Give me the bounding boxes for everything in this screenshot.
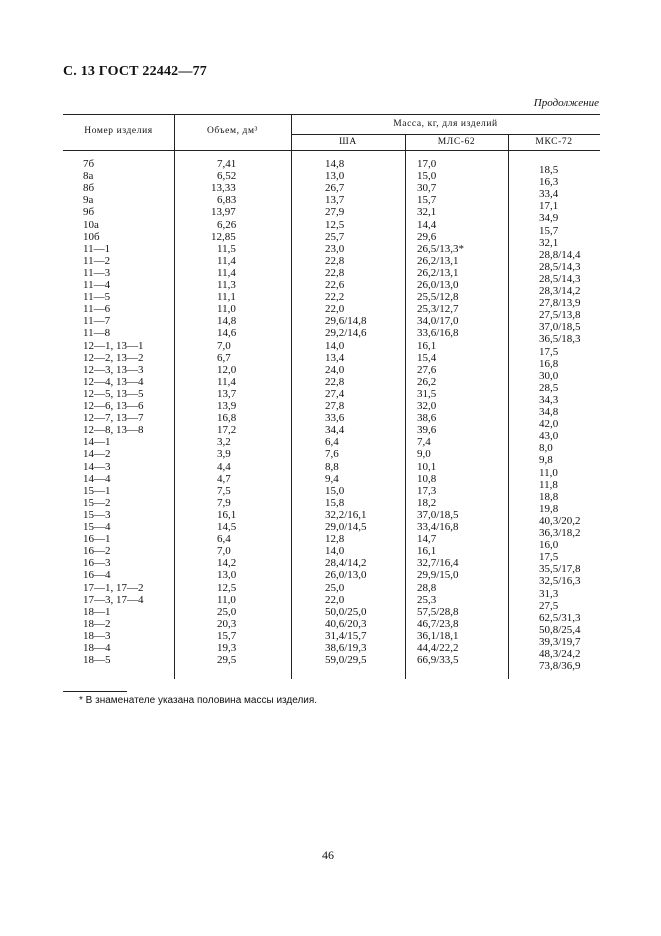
sha-mass-cell: 27,9 (325, 206, 345, 219)
sha-mass-cell: 12,5 (325, 218, 345, 231)
item-cell: 12—1, 13—1 (83, 339, 144, 352)
volume-cell: 4,4 (217, 460, 231, 473)
table-row (63, 327, 600, 339)
mks-mass-cell: 28,5/14,3 (539, 272, 581, 285)
table-row (63, 509, 600, 521)
sha-mass-cell: 25,0 (325, 581, 345, 594)
mls-mass-cell: 33,6/16,8 (417, 327, 459, 340)
sha-mass-cell: 13,4 (325, 351, 345, 364)
volume-cell: 4,7 (217, 472, 231, 485)
item-cell: 8а (83, 170, 94, 183)
volume-cell: 17,2 (217, 424, 237, 437)
item-cell: 11—4 (83, 279, 111, 291)
mks-mass-cell: 18,5 (539, 164, 559, 176)
table-row (63, 158, 600, 170)
mks-mass-cell: 9,8 (539, 454, 553, 467)
volume-cell: 13,9 (217, 400, 237, 412)
sha-mass-cell: 22,0 (325, 593, 345, 606)
mls-mass-cell: 39,6 (417, 424, 437, 437)
mls-mass-cell: 16,1 (417, 545, 437, 558)
item-cell: 18—4 (83, 642, 111, 654)
sha-mass-cell: 34,4 (325, 424, 345, 437)
mks-mass-cell: 15,7 (539, 224, 559, 237)
sha-mass-cell: 14,0 (325, 339, 345, 352)
volume-cell: 11,1 (217, 291, 236, 304)
mks-mass-cell: 34,8 (539, 406, 559, 418)
sha-mass-cell: 22,8 (325, 254, 345, 267)
volume-cell: 7,9 (217, 496, 231, 509)
item-cell: 11—5 (83, 291, 111, 304)
table-row (63, 412, 600, 424)
mls-mass-cell: 10,1 (417, 460, 437, 473)
mls-mass-cell: 34,0/17,0 (417, 315, 459, 328)
mls-mass-cell: 26,5/13,3* (417, 242, 465, 255)
sha-mass-cell: 29,2/14,6 (325, 327, 367, 340)
mls-mass-cell: 16,1 (417, 339, 437, 352)
item-cell: 18—5 (83, 654, 111, 667)
volume-cell: 3,9 (217, 448, 231, 461)
volume-cell: 11,0 (217, 593, 236, 606)
header-sub-rule (291, 134, 600, 135)
mks-mass-cell: 17,5 (539, 551, 559, 564)
mls-mass-cell: 32,0 (417, 400, 437, 412)
volume-cell: 11,3 (217, 279, 236, 291)
mls-mass-cell: 31,5 (417, 387, 437, 400)
mks-mass-cell: 19,8 (539, 502, 559, 515)
table-row (63, 473, 600, 485)
item-cell: 8б (83, 182, 95, 195)
mls-mass-cell: 25,5/12,8 (417, 291, 459, 304)
volume-cell: 11,4 (217, 254, 236, 267)
table-row (63, 642, 600, 654)
mks-mass-cell: 34,9 (539, 212, 559, 225)
volume-cell: 16,8 (217, 412, 237, 425)
mls-mass-cell: 57,5/28,8 (417, 605, 459, 618)
volume-cell: 14,5 (217, 521, 237, 533)
mks-mass-cell: 8,0 (539, 442, 553, 455)
volume-cell: 7,0 (217, 545, 231, 558)
table-row (63, 497, 600, 509)
sha-mass-cell: 33,6 (325, 412, 345, 425)
mls-mass-cell: 18,2 (417, 496, 437, 509)
mks-mass-cell: 28,5 (539, 381, 559, 394)
mls-mass-cell: 66,9/33,5 (417, 654, 459, 667)
item-cell: 9б (83, 206, 95, 219)
item-cell: 12—6, 13—6 (83, 400, 144, 412)
mks-mass-cell: 36,5/18,3 (539, 333, 581, 346)
sha-mass-cell: 12,8 (325, 533, 345, 546)
item-cell: 11—3 (83, 266, 111, 279)
item-cell: 10б (83, 230, 100, 243)
volume-cell: 29,5 (217, 654, 237, 667)
table-row (63, 315, 600, 327)
item-cell: 9а (83, 194, 94, 207)
item-cell: 12—2, 13—2 (83, 351, 144, 364)
sha-mass-cell: 24,0 (325, 363, 345, 376)
volume-cell: 11,0 (217, 303, 236, 316)
header-volume: Объем, дм³ (206, 126, 259, 136)
mls-mass-cell: 37,0/18,5 (417, 508, 459, 521)
mls-mass-cell: 25,3/12,7 (417, 303, 459, 316)
table-row (63, 594, 600, 606)
mls-mass-cell: 46,7/23,8 (417, 617, 459, 630)
volume-cell: 12,5 (217, 581, 237, 594)
volume-cell: 19,3 (217, 642, 237, 654)
mls-mass-cell: 32,1 (417, 206, 437, 219)
footnote: * В знаменателе указана половина массы изделия. (79, 695, 318, 706)
item-cell: 10а (83, 218, 99, 231)
table-row (63, 291, 600, 303)
mls-mass-cell: 32,7/16,4 (417, 557, 459, 570)
mls-mass-cell: 9,0 (417, 448, 431, 461)
sha-mass-cell: 9,4 (325, 472, 339, 485)
volume-cell: 13,33 (211, 182, 236, 195)
table-row (63, 388, 600, 400)
volume-cell: 15,7 (217, 629, 237, 642)
table-row (63, 436, 600, 448)
mks-mass-cell: 31,3 (539, 587, 559, 600)
sha-mass-cell: 22,2 (325, 291, 345, 304)
mls-mass-cell: 27,6 (417, 363, 437, 376)
header-mks: МКС-72 (535, 137, 573, 147)
mks-mass-cell: 35,5/17,8 (539, 563, 581, 576)
table-row (63, 279, 600, 291)
mks-mass-cell: 17,1 (539, 200, 559, 213)
table-row (63, 606, 600, 618)
sha-mass-cell: 25,7 (325, 230, 345, 243)
table-row (63, 267, 600, 279)
sha-mass-cell: 40,6/20,3 (325, 617, 367, 630)
sha-mass-cell: 14,8 (325, 158, 345, 170)
volume-cell: 13,7 (217, 387, 237, 400)
mks-mass-cell: 36,3/18,2 (539, 527, 581, 539)
mls-mass-cell: 15,4 (417, 351, 437, 364)
table-row (63, 364, 600, 376)
sha-mass-cell: 26,0/13,0 (325, 569, 367, 582)
sha-mass-cell: 50,0/25,0 (325, 605, 367, 618)
sha-mass-cell: 29,6/14,8 (325, 315, 367, 328)
mks-mass-cell: 32,1 (539, 236, 559, 249)
mks-mass-cell: 34,3 (539, 393, 559, 406)
volume-cell: 14,6 (217, 327, 237, 340)
volume-cell: 7,5 (217, 484, 231, 497)
table-row (63, 545, 600, 557)
volume-cell: 20,3 (217, 617, 237, 630)
table-row (63, 461, 600, 473)
mass-table (63, 114, 600, 679)
sha-mass-cell: 8,8 (325, 460, 339, 473)
mls-mass-cell: 7,4 (417, 436, 431, 449)
sha-mass-cell: 22,0 (325, 303, 345, 316)
mks-mass-cell: 17,5 (539, 345, 559, 358)
table-row (63, 533, 600, 545)
mls-mass-cell: 36,1/18,1 (417, 629, 459, 642)
item-cell: 11—7 (83, 315, 111, 328)
table-row (63, 557, 600, 569)
item-cell: 14—2 (83, 448, 111, 461)
mks-mass-cell: 28,8/14,4 (539, 248, 581, 261)
mls-mass-cell: 30,7 (417, 182, 437, 195)
volume-cell: 6,26 (217, 218, 237, 231)
sha-mass-cell: 38,6/19,3 (325, 642, 367, 654)
item-cell: 11—2 (83, 254, 111, 267)
mks-mass-cell: 27,8/13,9 (539, 297, 581, 310)
item-cell: 18—3 (83, 629, 111, 642)
mks-mass-cell: 16,8 (539, 357, 559, 370)
table-row (63, 485, 600, 497)
mls-mass-cell: 38,6 (417, 412, 437, 425)
mls-mass-cell: 29,6 (417, 230, 437, 243)
sha-mass-cell: 22,6 (325, 279, 345, 291)
mks-mass-cell: 11,8 (539, 478, 558, 491)
item-cell: 17—1, 17—2 (83, 581, 144, 594)
table-row (63, 340, 600, 352)
mks-mass-cell: 16,0 (539, 539, 559, 552)
table-row (63, 618, 600, 630)
item-cell: 14—4 (83, 472, 111, 485)
table-row (63, 231, 600, 243)
mks-mass-cell: 39,3/19,7 (539, 635, 581, 648)
table-row (63, 630, 600, 642)
mls-mass-cell: 10,8 (417, 472, 437, 485)
mks-mass-cell: 73,8/36,9 (539, 660, 581, 673)
sha-mass-cell: 32,2/16,1 (325, 508, 367, 521)
mls-mass-cell: 17,0 (417, 158, 437, 170)
mls-mass-cell: 15,0 (417, 170, 437, 183)
item-cell: 16—2 (83, 545, 111, 558)
volume-cell: 12,85 (211, 230, 236, 243)
mks-mass-cell: 42,0 (539, 418, 559, 431)
mls-mass-cell: 14,4 (417, 218, 437, 231)
sha-mass-cell: 15,0 (325, 484, 345, 497)
mks-mass-cell: 50,8/25,4 (539, 623, 581, 636)
volume-cell: 14,2 (217, 557, 237, 570)
table-top-rule (63, 114, 600, 115)
item-cell: 12—8, 13—8 (83, 424, 144, 437)
mks-mass-cell: 40,3/20,2 (539, 514, 581, 527)
item-cell: 18—1 (83, 605, 111, 618)
sha-mass-cell: 23,0 (325, 242, 345, 255)
table-row (63, 303, 600, 315)
volume-cell: 14,8 (217, 315, 237, 328)
table-row (63, 206, 600, 218)
header-sha: ША (339, 137, 357, 147)
table-row (63, 170, 600, 182)
table-row (63, 400, 600, 412)
volume-cell: 12,0 (217, 363, 237, 376)
sha-mass-cell: 28,4/14,2 (325, 557, 367, 570)
item-cell: 18—2 (83, 617, 111, 630)
table-row (63, 255, 600, 267)
volume-cell: 7,41 (217, 158, 237, 170)
table-row (63, 376, 600, 388)
sha-mass-cell: 22,8 (325, 375, 345, 388)
table-row (63, 219, 600, 231)
sha-mass-cell: 6,4 (325, 436, 339, 449)
mks-mass-cell: 33,4 (539, 188, 559, 201)
volume-cell: 7,0 (217, 339, 231, 352)
mks-mass-cell: 48,3/24,2 (539, 648, 581, 660)
volume-cell: 13,0 (217, 569, 237, 582)
sha-mass-cell: 13,0 (325, 170, 345, 183)
sha-mass-cell: 29,0/14,5 (325, 521, 367, 533)
item-cell: 16—1 (83, 533, 111, 546)
item-cell: 15—1 (83, 484, 111, 497)
mks-mass-cell: 62,5/31,3 (539, 611, 581, 624)
header-bottom-rule (63, 150, 600, 151)
sha-mass-cell: 15,8 (325, 496, 345, 509)
item-cell: 16—4 (83, 569, 111, 582)
volume-cell: 6,4 (217, 533, 231, 546)
sha-mass-cell: 27,4 (325, 387, 345, 400)
item-cell: 12—4, 13—4 (83, 375, 144, 388)
item-cell: 12—3, 13—3 (83, 363, 144, 376)
header-mls: МЛС-62 (437, 137, 476, 147)
table-row (63, 424, 600, 436)
item-cell: 15—4 (83, 521, 111, 533)
volume-cell: 11,4 (217, 375, 236, 388)
mls-mass-cell: 14,7 (417, 533, 437, 546)
item-cell: 16—3 (83, 557, 111, 570)
sha-mass-cell: 13,7 (325, 194, 345, 207)
table-row (63, 194, 600, 206)
mls-mass-cell: 17,3 (417, 484, 437, 497)
mls-mass-cell: 26,2 (417, 375, 437, 388)
mks-mass-cell: 32,5/16,3 (539, 575, 581, 588)
volume-cell: 6,52 (217, 170, 237, 183)
table-row (63, 243, 600, 255)
mks-mass-cell: 28,5/14,3 (539, 260, 581, 273)
item-cell: 12—7, 13—7 (83, 412, 144, 425)
mks-mass-cell: 30,0 (539, 369, 559, 382)
mks-mass-cell: 11,0 (539, 466, 558, 479)
item-cell: 7б (83, 158, 95, 170)
mls-mass-cell: 15,7 (417, 194, 437, 207)
item-cell: 15—3 (83, 508, 111, 521)
volume-cell: 3,2 (217, 436, 231, 449)
sha-mass-cell: 27,8 (325, 400, 345, 412)
mls-mass-cell: 29,9/15,0 (417, 569, 459, 582)
item-cell: 11—1 (83, 242, 111, 255)
continuation-label: Продолжение (533, 97, 599, 109)
item-cell: 15—2 (83, 496, 111, 509)
page-number: 46 (322, 848, 334, 862)
volume-cell: 11,4 (217, 266, 236, 279)
mks-mass-cell: 37,0/18,5 (539, 321, 581, 334)
sha-mass-cell: 14,0 (325, 545, 345, 558)
mls-mass-cell: 25,3 (417, 593, 437, 606)
sha-mass-cell: 31,4/15,7 (325, 629, 367, 642)
mls-mass-cell: 26,2/13,1 (417, 266, 459, 279)
mls-mass-cell: 26,2/13,1 (417, 254, 459, 267)
sha-mass-cell: 22,8 (325, 266, 345, 279)
table-row (63, 352, 600, 364)
sha-mass-cell: 59,0/29,5 (325, 654, 367, 667)
item-cell: 11—6 (83, 303, 111, 316)
table-row (63, 182, 600, 194)
volume-cell: 16,1 (217, 508, 237, 521)
volume-cell: 6,7 (217, 351, 231, 364)
mls-mass-cell: 44,4/22,2 (417, 642, 459, 654)
mls-mass-cell: 26,0/13,0 (417, 279, 459, 291)
item-cell: 14—3 (83, 460, 111, 473)
header-title: С. 13 ГОСТ 22442—77 (63, 64, 207, 79)
mks-mass-cell: 18,8 (539, 490, 559, 503)
table-row (63, 569, 600, 581)
mks-mass-cell: 27,5 (539, 599, 559, 612)
table-row (63, 582, 600, 594)
table-row (63, 448, 600, 460)
mks-mass-cell: 16,3 (539, 176, 559, 189)
item-cell: 12—5, 13—5 (83, 387, 144, 400)
sha-mass-cell: 7,6 (325, 448, 339, 461)
header-mass-group: Масса, кг, для изделий (393, 119, 498, 129)
volume-cell: 13,97 (211, 206, 236, 219)
volume-cell: 11,5 (217, 242, 236, 255)
footnote-rule (63, 691, 127, 692)
mls-mass-cell: 33,4/16,8 (417, 521, 459, 533)
header-item: Номер изделия (84, 126, 153, 136)
volume-cell: 25,0 (217, 605, 237, 618)
sha-mass-cell: 26,7 (325, 182, 345, 195)
item-cell: 14—1 (83, 436, 111, 449)
item-cell: 17—3, 17—4 (83, 593, 144, 606)
mls-mass-cell: 28,8 (417, 581, 437, 594)
mks-mass-cell: 28,3/14,2 (539, 285, 581, 297)
item-cell: 11—8 (83, 327, 111, 340)
volume-cell: 6,83 (217, 194, 237, 207)
table-row (63, 654, 600, 666)
mks-mass-cell: 43,0 (539, 430, 559, 443)
table-row (63, 521, 600, 533)
mks-mass-cell: 27,5/13,8 (539, 309, 581, 322)
